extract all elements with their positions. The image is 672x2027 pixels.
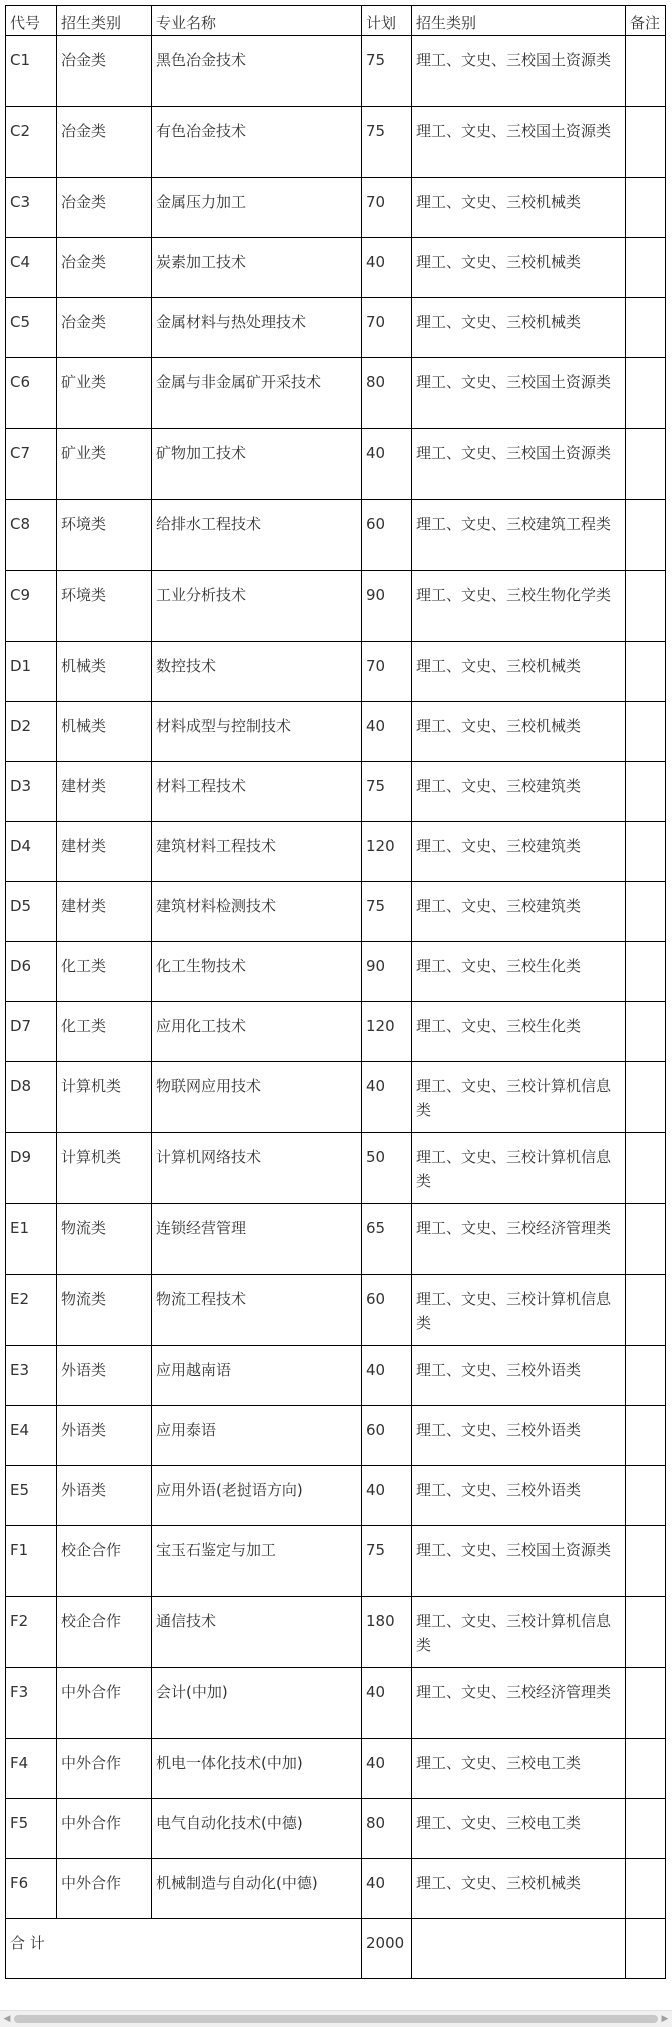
cell-category: 建材类: [57, 762, 152, 822]
cell-admission-category: 理工、文史、三校外语类: [412, 1346, 626, 1406]
cell-major: 给排水工程技术: [152, 500, 362, 571]
cell-admission-category: 理工、文史、三校机械类: [412, 702, 626, 762]
table-row: [6, 238, 666, 298]
cell-category: 中外合作: [57, 1799, 152, 1859]
cell-plan: 40: [362, 1859, 412, 1919]
cell-major: 电气自动化技术(中德): [152, 1799, 362, 1859]
cell-note: [626, 882, 666, 942]
cell-note: [626, 1466, 666, 1526]
cell-plan: 60: [362, 1275, 412, 1346]
table-row: [6, 1799, 666, 1859]
cell-note: [626, 571, 666, 642]
cell-code: D8: [6, 1062, 57, 1133]
cell-admission-category: 理工、文史、三校外语类: [412, 1406, 626, 1466]
cell-admission-category: 理工、文史、三校生化类: [412, 942, 626, 1002]
table-row: [6, 882, 666, 942]
cell-plan: 40: [362, 1739, 412, 1799]
cell-major: 物流工程技术: [152, 1275, 362, 1346]
table-row: [6, 298, 666, 358]
cell-plan: 40: [362, 1062, 412, 1133]
cell-admission-category: 理工、文史、三校建筑类: [412, 762, 626, 822]
table-row: [6, 1466, 666, 1526]
cell-category: 外语类: [57, 1406, 152, 1466]
cell-plan: 75: [362, 882, 412, 942]
cell-note: [626, 238, 666, 298]
cell-note: [626, 1062, 666, 1133]
table-row: [6, 702, 666, 762]
cell-category: 外语类: [57, 1346, 152, 1406]
table-row: [6, 822, 666, 882]
cell-category: 物流类: [57, 1275, 152, 1346]
cell-major: 化工生物技术: [152, 942, 362, 1002]
cell-code: C4: [6, 238, 57, 298]
cell-plan: 90: [362, 571, 412, 642]
cell-category: 中外合作: [57, 1668, 152, 1739]
cell-note: [626, 1346, 666, 1406]
cell-major: 金属与非金属矿开采技术: [152, 358, 362, 429]
cell-plan: 40: [362, 429, 412, 500]
cell-admission-category: 理工、文史、三校计算机信息类: [412, 1062, 626, 1133]
cell-code: F2: [6, 1597, 57, 1668]
cell-note: [626, 762, 666, 822]
cell-category: 校企合作: [57, 1526, 152, 1597]
cell-note: [626, 107, 666, 178]
cell-category: 中外合作: [57, 1859, 152, 1919]
cell-category: 矿业类: [57, 358, 152, 429]
cell-major: 材料工程技术: [152, 762, 362, 822]
scroll-right-icon[interactable]: ▶: [661, 2014, 669, 2024]
cell-major: 连锁经营管理: [152, 1204, 362, 1275]
cell-major: 建筑材料检测技术: [152, 882, 362, 942]
cell-major: 有色冶金技术: [152, 107, 362, 178]
cell-plan: 75: [362, 1526, 412, 1597]
cell-plan: 50: [362, 1133, 412, 1204]
table-row: [6, 1859, 666, 1919]
cell-admission-category: 理工、文史、三校生物化学类: [412, 571, 626, 642]
table-row: [6, 1597, 666, 1668]
cell-code: D1: [6, 642, 57, 702]
cell-category: 计算机类: [57, 1133, 152, 1204]
cell-category: 化工类: [57, 1002, 152, 1062]
cell-category: 冶金类: [57, 238, 152, 298]
cell-admission-category: 理工、文史、三校国土资源类: [412, 107, 626, 178]
cell-code: C8: [6, 500, 57, 571]
cell-code: C7: [6, 429, 57, 500]
cell-note: [626, 1133, 666, 1204]
cell-plan: 60: [362, 500, 412, 571]
cell-admission-category: 理工、文史、三校计算机信息类: [412, 1275, 626, 1346]
total-admission-empty: [412, 1919, 626, 1979]
cell-admission-category: 理工、文史、三校建筑工程类: [412, 500, 626, 571]
cell-admission-category: 理工、文史、三校机械类: [412, 642, 626, 702]
cell-major: 机电一体化技术(中加): [152, 1739, 362, 1799]
table-row: [6, 500, 666, 571]
cell-major: 工业分析技术: [152, 571, 362, 642]
cell-major: 应用外语(老挝语方向): [152, 1466, 362, 1526]
cell-category: 化工类: [57, 942, 152, 1002]
cell-admission-category: 理工、文史、三校国土资源类: [412, 1526, 626, 1597]
cell-note: [626, 1799, 666, 1859]
scroll-left-icon[interactable]: ◀: [3, 2014, 11, 2024]
enrollment-plan-table: [5, 5, 666, 1979]
cell-plan: 120: [362, 1002, 412, 1062]
cell-note: [626, 429, 666, 500]
cell-category: 校企合作: [57, 1597, 152, 1668]
cell-admission-category: 理工、文史、三校经济管理类: [412, 1668, 626, 1739]
cell-plan: 40: [362, 1668, 412, 1739]
cell-code: F3: [6, 1668, 57, 1739]
cell-category: 环境类: [57, 571, 152, 642]
table-row: [6, 1526, 666, 1597]
cell-code: C3: [6, 178, 57, 238]
cell-code: E1: [6, 1204, 57, 1275]
cell-note: [626, 1597, 666, 1668]
cell-major: 应用泰语: [152, 1406, 362, 1466]
cell-plan: 120: [362, 822, 412, 882]
cell-plan: 70: [362, 178, 412, 238]
cell-code: F6: [6, 1859, 57, 1919]
table-header-row: [6, 6, 666, 36]
cell-code: D6: [6, 942, 57, 1002]
cell-admission-category: 理工、文史、三校机械类: [412, 1859, 626, 1919]
cell-admission-category: 理工、文史、三校经济管理类: [412, 1204, 626, 1275]
cell-code: F5: [6, 1799, 57, 1859]
cell-admission-category: 理工、文史、三校国土资源类: [412, 36, 626, 107]
cell-admission-category: 理工、文史、三校生化类: [412, 1002, 626, 1062]
cell-code: D3: [6, 762, 57, 822]
cell-major: 会计(中加): [152, 1668, 362, 1739]
cell-major: 建筑材料工程技术: [152, 822, 362, 882]
cell-code: F1: [6, 1526, 57, 1597]
table-row: [6, 1346, 666, 1406]
cell-category: 机械类: [57, 702, 152, 762]
header-code: 代号: [6, 6, 57, 36]
enrollment-plan-table-wrapper: [5, 5, 665, 1979]
table-row: [6, 1002, 666, 1062]
table-row: [6, 1668, 666, 1739]
cell-category: 建材类: [57, 882, 152, 942]
cell-plan: 180: [362, 1597, 412, 1668]
cell-admission-category: 理工、文史、三校国土资源类: [412, 429, 626, 500]
cell-category: 机械类: [57, 642, 152, 702]
cell-admission-category: 理工、文史、三校计算机信息类: [412, 1597, 626, 1668]
cell-major: 机械制造与自动化(中德): [152, 1859, 362, 1919]
table-row: [6, 942, 666, 1002]
cell-code: D7: [6, 1002, 57, 1062]
cell-admission-category: 理工、文史、三校建筑类: [412, 882, 626, 942]
horizontal-scrollbar[interactable]: [0, 2010, 672, 2027]
cell-major: 金属压力加工: [152, 178, 362, 238]
cell-plan: 70: [362, 642, 412, 702]
header-admission-category: 招生类别: [412, 6, 626, 36]
cell-category: 物流类: [57, 1204, 152, 1275]
cell-code: E5: [6, 1466, 57, 1526]
cell-note: [626, 702, 666, 762]
cell-plan: 75: [362, 36, 412, 107]
cell-plan: 75: [362, 107, 412, 178]
cell-category: 冶金类: [57, 298, 152, 358]
cell-code: D9: [6, 1133, 57, 1204]
table-row: [6, 1133, 666, 1204]
cell-code: D2: [6, 702, 57, 762]
cell-note: [626, 298, 666, 358]
cell-note: [626, 1275, 666, 1346]
cell-note: [626, 1668, 666, 1739]
cell-code: C2: [6, 107, 57, 178]
table-row: [6, 1204, 666, 1275]
cell-major: 计算机网络技术: [152, 1133, 362, 1204]
cell-major: 应用化工技术: [152, 1002, 362, 1062]
cell-plan: 70: [362, 298, 412, 358]
cell-plan: 40: [362, 1346, 412, 1406]
cell-major: 炭素加工技术: [152, 238, 362, 298]
cell-code: C9: [6, 571, 57, 642]
cell-major: 宝玉石鉴定与加工: [152, 1526, 362, 1597]
cell-admission-category: 理工、文史、三校机械类: [412, 238, 626, 298]
cell-note: [626, 1204, 666, 1275]
table-row: [6, 429, 666, 500]
cell-note: [626, 1002, 666, 1062]
table-row: [6, 107, 666, 178]
cell-category: 外语类: [57, 1466, 152, 1526]
cell-code: F4: [6, 1739, 57, 1799]
cell-note: [626, 178, 666, 238]
cell-major: 通信技术: [152, 1597, 362, 1668]
cell-note: [626, 1526, 666, 1597]
table-row: [6, 1739, 666, 1799]
total-plan: 2000: [362, 1919, 412, 1979]
cell-plan: 80: [362, 1799, 412, 1859]
table-row: [6, 1062, 666, 1133]
cell-admission-category: 理工、文史、三校外语类: [412, 1466, 626, 1526]
cell-note: [626, 822, 666, 882]
cell-note: [626, 500, 666, 571]
table-row: [6, 36, 666, 107]
cell-code: E3: [6, 1346, 57, 1406]
cell-category: 建材类: [57, 822, 152, 882]
cell-note: [626, 1739, 666, 1799]
total-label: 合 计: [6, 1919, 362, 1979]
table-row: [6, 1275, 666, 1346]
cell-category: 矿业类: [57, 429, 152, 500]
cell-code: C6: [6, 358, 57, 429]
cell-code: C1: [6, 36, 57, 107]
cell-code: C5: [6, 298, 57, 358]
header-note: 备注: [626, 6, 666, 36]
cell-major: 物联网应用技术: [152, 1062, 362, 1133]
cell-plan: 40: [362, 702, 412, 762]
cell-major: 矿物加工技术: [152, 429, 362, 500]
table-total-row: [6, 1919, 666, 1979]
cell-admission-category: 理工、文史、三校国土资源类: [412, 358, 626, 429]
cell-plan: 65: [362, 1204, 412, 1275]
header-plan: 计划: [362, 6, 412, 36]
cell-plan: 90: [362, 942, 412, 1002]
cell-category: 冶金类: [57, 107, 152, 178]
header-category: 招生类别: [57, 6, 152, 36]
cell-major: 材料成型与控制技术: [152, 702, 362, 762]
cell-admission-category: 理工、文史、三校机械类: [412, 298, 626, 358]
cell-admission-category: 理工、文史、三校建筑类: [412, 822, 626, 882]
cell-category: 中外合作: [57, 1739, 152, 1799]
cell-note: [626, 1859, 666, 1919]
cell-category: 冶金类: [57, 178, 152, 238]
table-row: [6, 1406, 666, 1466]
cell-plan: 40: [362, 238, 412, 298]
cell-note: [626, 36, 666, 107]
total-note-empty: [626, 1919, 666, 1979]
cell-major: 黑色冶金技术: [152, 36, 362, 107]
cell-admission-category: 理工、文史、三校电工类: [412, 1799, 626, 1859]
cell-note: [626, 942, 666, 1002]
cell-note: [626, 358, 666, 429]
scrollbar-thumb[interactable]: [14, 2015, 658, 2023]
cell-code: D4: [6, 822, 57, 882]
cell-code: E4: [6, 1406, 57, 1466]
cell-note: [626, 642, 666, 702]
header-major: 专业名称: [152, 6, 362, 36]
table-row: [6, 178, 666, 238]
cell-plan: 80: [362, 358, 412, 429]
cell-code: D5: [6, 882, 57, 942]
cell-major: 金属材料与热处理技术: [152, 298, 362, 358]
cell-plan: 75: [362, 762, 412, 822]
cell-category: 计算机类: [57, 1062, 152, 1133]
cell-major: 数控技术: [152, 642, 362, 702]
table-body: [6, 36, 666, 1919]
cell-plan: 40: [362, 1466, 412, 1526]
cell-admission-category: 理工、文史、三校电工类: [412, 1739, 626, 1799]
cell-category: 冶金类: [57, 36, 152, 107]
cell-admission-category: 理工、文史、三校计算机信息类: [412, 1133, 626, 1204]
cell-code: E2: [6, 1275, 57, 1346]
cell-admission-category: 理工、文史、三校机械类: [412, 178, 626, 238]
table-row: [6, 642, 666, 702]
cell-note: [626, 1406, 666, 1466]
table-row: [6, 358, 666, 429]
cell-plan: 60: [362, 1406, 412, 1466]
cell-major: 应用越南语: [152, 1346, 362, 1406]
table-row: [6, 762, 666, 822]
table-row: [6, 571, 666, 642]
cell-category: 环境类: [57, 500, 152, 571]
